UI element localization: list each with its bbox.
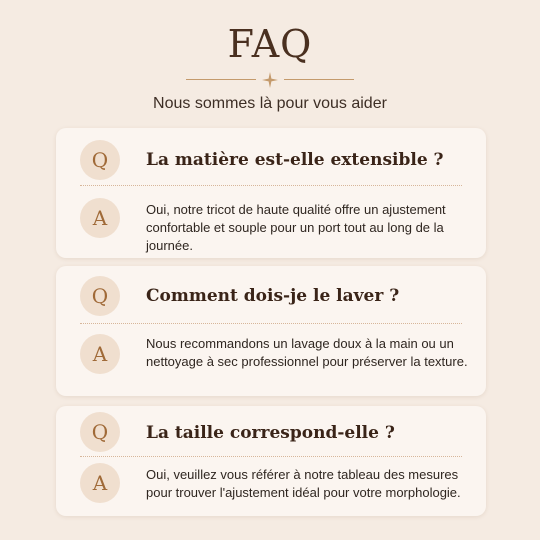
faq-answer: Oui, notre tricot de haute qualité offre un ajustement confortable et souple pour un port tout au long de la journée. bbox=[146, 202, 446, 253]
card-separator bbox=[80, 185, 462, 186]
title-divider bbox=[186, 72, 354, 88]
faq-card bbox=[56, 128, 486, 258]
faq-card bbox=[56, 266, 486, 396]
faq-question: La taille correspond-elle ? bbox=[146, 423, 395, 443]
divider-line-left bbox=[186, 79, 256, 80]
faq-question: Comment dois-je le laver ? bbox=[146, 286, 400, 306]
faq-header bbox=[0, 0, 540, 128]
question-badge: Q bbox=[80, 276, 120, 316]
divider-line-right bbox=[284, 79, 354, 80]
faq-answer: Oui, veuillez vous référer à notre tableau des mesures pour trouver l'ajustement idéal pour votre morphologie. bbox=[146, 467, 461, 500]
faq-question: La matière est-elle extensible ? bbox=[146, 150, 444, 170]
answer-badge: A bbox=[80, 334, 120, 374]
question-badge: Q bbox=[80, 412, 120, 452]
page-title: FAQ bbox=[227, 22, 313, 66]
card-separator bbox=[80, 323, 462, 324]
card-separator bbox=[80, 456, 462, 457]
answer-badge: A bbox=[80, 463, 120, 503]
faq-answer: Nous recommandons un lavage doux à la main ou un nettoyage à sec professionnel pour préserver la texture. bbox=[146, 336, 468, 369]
sparkle-icon bbox=[262, 72, 278, 88]
page-subtitle: Nous sommes là pour vous aider bbox=[153, 95, 387, 112]
answer-badge: A bbox=[80, 198, 120, 238]
question-badge: Q bbox=[80, 140, 120, 180]
faq-card bbox=[56, 406, 486, 516]
